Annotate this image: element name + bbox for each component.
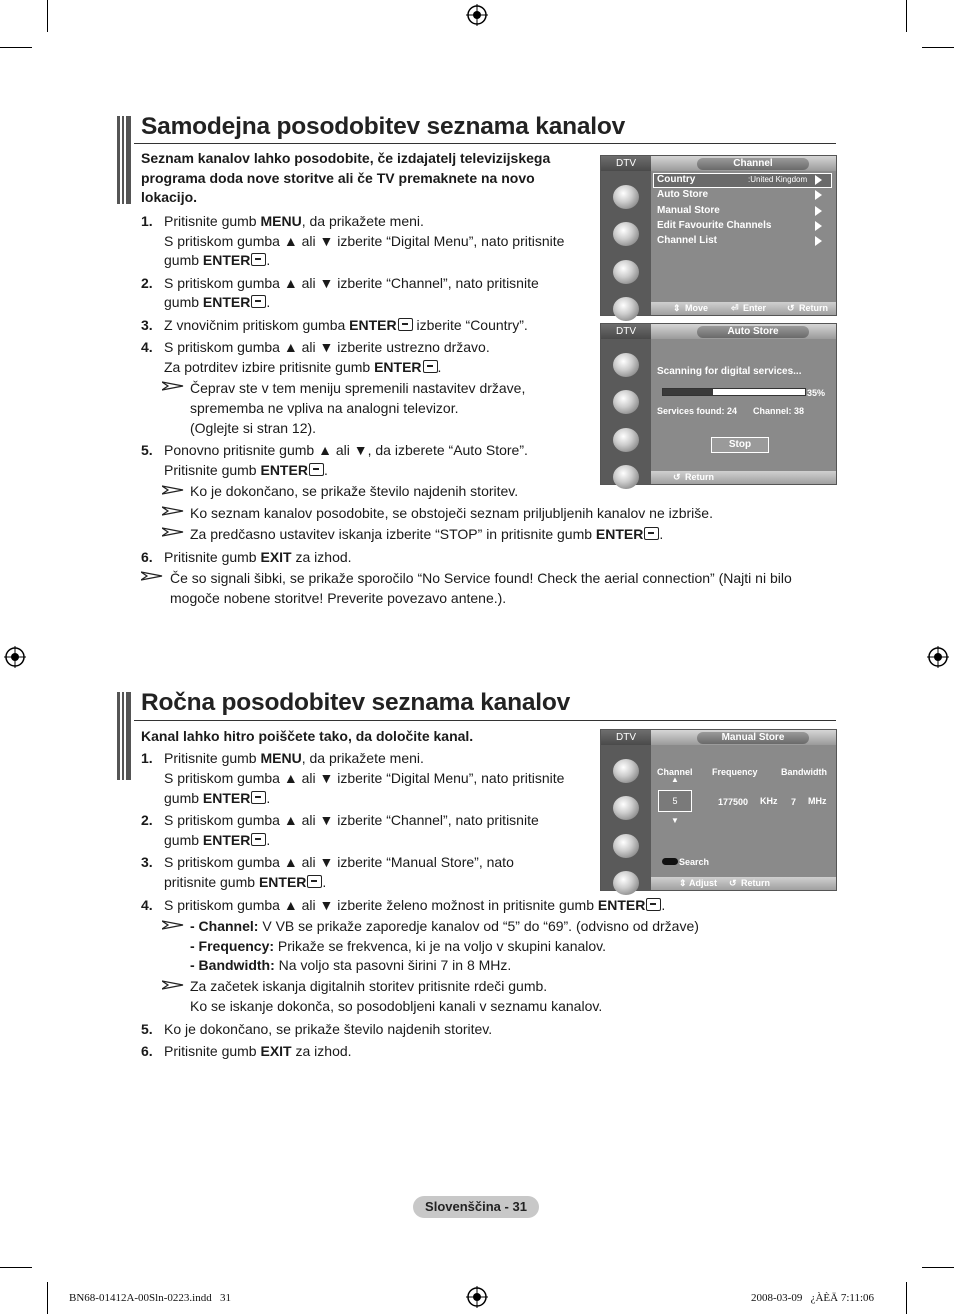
note-text: Ko je dokončano, se prikaže število najdenih storitev.: [190, 483, 519, 499]
column-frequency: Frequency: [712, 767, 758, 777]
frequency-value: 177500: [718, 797, 749, 807]
osd-footer: ↺ Return: [651, 471, 836, 484]
enter-icon: [644, 527, 659, 540]
mhz-unit: MHz: [808, 796, 827, 806]
step-number: 5.: [141, 442, 153, 458]
intro-text: Seznam kanalov lahko posodobite, če izdajatelj televizijskega programa doda nove storitve ali če TV premaknete na novo lokacijo.: [141, 150, 551, 205]
note-text: (Oglejte si stran 12).: [190, 420, 317, 436]
step-text: Pritisnite gumb MENU, da prikažete meni.: [164, 213, 424, 229]
step-text: gumb ENTER .: [164, 294, 271, 310]
note-arrow-icon: [162, 485, 184, 495]
enter-icon: [423, 360, 438, 373]
column-channel: Channel: [657, 767, 693, 777]
sound-icon: [613, 390, 639, 414]
input-icon: [613, 297, 639, 321]
step-text: pritisnite gumb ENTER .: [164, 874, 327, 890]
crop-mark: [922, 47, 954, 48]
crop-mark: [47, 0, 48, 32]
step-number: 1.: [141, 750, 153, 766]
scanning-text: Scanning for digital services...: [657, 366, 802, 377]
crop-mark: [906, 0, 907, 32]
return-icon: ↺: [787, 303, 795, 313]
picture-icon: [613, 353, 639, 377]
note-text: Za predčasno ustavitev iskanja izberite “STOP” in pritisnite gumb ENTER .: [190, 526, 664, 542]
search-label[interactable]: Search: [679, 857, 710, 867]
down-arrow-icon[interactable]: ▼: [671, 816, 679, 825]
osd-dtv-tag: DTV: [601, 324, 651, 339]
step-text: S pritiskom gumba ▲ ali ▼ izberite “Manual Store”, nato: [164, 854, 514, 870]
osd-header: Manual Store: [697, 732, 809, 744]
submenu-arrow-icon: [815, 175, 822, 185]
enter-icon: [251, 295, 266, 308]
step-text: Z vnovičnim pritiskom gumba ENTER izberite “Country”.: [164, 317, 528, 333]
step-number: 6.: [141, 1043, 153, 1059]
progress-label: 35%: [807, 388, 826, 398]
step-text: S pritiskom gumba ▲ ali ▼ izberite “Channel”, nato pritisnite: [164, 275, 539, 291]
section-title: Samodejna posodobitev seznama kanalov: [141, 113, 626, 140]
step-text: Za potrditev izbire pritisnite gumb ENTER .: [164, 359, 442, 375]
return-icon: ↺: [729, 878, 737, 888]
note-text: - Channel: V VB se prikaže zaporedje kanalov od “5” do “69”. (odvisno od države): [190, 918, 699, 934]
step-number: 1.: [141, 213, 153, 229]
file-slug: BN68-01412A-00Sln-0223.indd 31: [69, 1292, 231, 1304]
note-text: sprememba ne vpliva na analogni televizor.: [190, 400, 459, 416]
services-found: Services found: 24: [657, 406, 738, 416]
channel-count: Channel: 38: [753, 406, 805, 416]
input-icon: [613, 871, 639, 895]
submenu-arrow-icon: [815, 221, 822, 231]
red-button-icon: [662, 858, 678, 865]
note-arrow-icon: [162, 527, 184, 537]
note-text: Za začetek iskanja digitalnih storitev pritisnite rdeči gumb.: [190, 978, 548, 994]
osd-sidebar: [601, 745, 651, 890]
menu-item-auto-store[interactable]: Auto Store: [657, 189, 709, 200]
sound-icon: [613, 796, 639, 820]
enter-icon: [307, 875, 322, 888]
crop-mark: [922, 1267, 954, 1268]
osd-footer: ⇕ Adjust ↺ Return: [651, 877, 836, 890]
progress-fill: [663, 389, 713, 395]
crop-mark: [47, 1282, 48, 1314]
enter-icon: [309, 463, 324, 476]
enter-icon: [646, 898, 661, 911]
return-icon: ↺: [673, 472, 681, 482]
enter-icon: [398, 318, 413, 331]
page-number-badge: Slovenščina - 31: [413, 1196, 539, 1218]
osd-header: Channel: [697, 158, 809, 170]
section-bar: [117, 692, 131, 780]
registration-mark-icon: [927, 646, 949, 668]
registration-mark-icon: [466, 1286, 488, 1308]
note-text: mogoče nobene storitve! Preverite povezavo antene.).: [170, 590, 507, 606]
osd-manual-store: [600, 729, 837, 891]
step-number: 4.: [141, 897, 153, 913]
step-text: S pritiskom gumba ▲ ali ▼ izberite “Channel”, nato pritisnite: [164, 812, 539, 828]
section-bar: [117, 116, 131, 204]
setup-icon: [613, 260, 639, 284]
osd-auto-store: [600, 323, 837, 485]
setup-icon: [613, 834, 639, 858]
step-text: Pritisnite gumb ENTER .: [164, 462, 328, 478]
crop-mark: [0, 47, 32, 48]
osd-sidebar: [601, 171, 651, 315]
step-text: gumb ENTER .: [164, 832, 271, 848]
step-number: 3.: [141, 854, 153, 870]
osd-dtv-tag: DTV: [601, 156, 651, 171]
stop-button[interactable]: Stop: [711, 437, 769, 453]
submenu-arrow-icon: [815, 190, 822, 200]
adjust-icon: ⇕: [679, 878, 687, 888]
osd-dtv-tag: DTV: [601, 730, 651, 745]
note-arrow-icon: [162, 381, 184, 391]
khz-unit: KHz: [760, 796, 778, 806]
menu-item-country[interactable]: Country: [657, 174, 696, 185]
step-text: Pritisnite gumb EXIT za izhod.: [164, 1043, 352, 1059]
section-rule: [134, 720, 836, 721]
registration-mark-icon: [466, 4, 488, 26]
step-number: 5.: [141, 1021, 153, 1037]
bandwidth-value: 7: [791, 797, 797, 807]
step-number: 4.: [141, 339, 153, 355]
menu-item-channel-list[interactable]: Channel List: [657, 235, 718, 246]
osd-channel-menu: [600, 155, 837, 316]
enter-icon: [251, 253, 266, 266]
step-text: S pritiskom gumba ▲ ali ▼ izberite “Digital Menu”, nato pritisnite: [164, 233, 565, 249]
note-text: - Frequency: Prikaže se frekvenca, ki je na voljo v skupini kanalov.: [190, 938, 607, 954]
channel-input[interactable]: 5: [658, 790, 692, 812]
step-number: 6.: [141, 549, 153, 565]
enter-icon: [251, 791, 266, 804]
note-text: Ko se iskanje dokonča, so posodobljeni kanali v seznamu kanalov.: [190, 998, 603, 1014]
setup-icon: [613, 428, 639, 452]
osd-header: Auto Store: [697, 326, 809, 338]
step-number: 3.: [141, 317, 153, 333]
enter-icon: ⏎: [731, 303, 739, 313]
step-text: gumb ENTER .: [164, 252, 271, 268]
note-arrow-icon: [141, 571, 163, 581]
progress-bar: [662, 388, 806, 396]
step-text: Ponovno pritisnite gumb ▲ ali ▼, da izberete “Auto Store”.: [164, 442, 528, 458]
step-text: gumb ENTER .: [164, 790, 271, 806]
section-rule: [134, 143, 836, 144]
step-number: 2.: [141, 812, 153, 828]
step-text: Pritisnite gumb MENU, da prikažete meni.: [164, 750, 424, 766]
note-text: - Bandwidth: Na voljo sta pasovni širini 7 in 8 MHz.: [190, 957, 512, 973]
picture-icon: [613, 185, 639, 209]
up-arrow-icon[interactable]: ▲: [671, 775, 679, 784]
move-icon: ⇕: [673, 303, 681, 313]
crop-mark: [906, 1282, 907, 1314]
input-icon: [613, 465, 639, 489]
section-title: Ročna posodobitev seznama kanalov: [141, 689, 571, 716]
crop-mark: [0, 1267, 32, 1268]
osd-footer: ⇕ Move ⏎ Enter ↺ Return: [651, 302, 836, 315]
note-text: Čeprav ste v tem meniju spremenili nastavitev države,: [190, 380, 526, 396]
sound-icon: [613, 222, 639, 246]
step-text: Pritisnite gumb EXIT za izhod.: [164, 549, 352, 565]
intro-text: Kanal lahko hitro poiščete tako, da določite kanal.: [141, 728, 474, 744]
date-slug: 2008-03-09 ¿ÀÈÄ 7:11:06: [751, 1292, 875, 1304]
picture-icon: [613, 759, 639, 783]
registration-mark-icon: [4, 646, 26, 668]
step-text: S pritiskom gumba ▲ ali ▼ izberite ustrezno državo.: [164, 339, 490, 355]
note-text: Če so signali šibki, se prikaže sporočilo “No Service found! Check the aerial connection” (Najti ni bilo: [170, 570, 792, 586]
note-arrow-icon: [162, 980, 184, 990]
submenu-arrow-icon: [815, 206, 822, 216]
submenu-arrow-icon: [815, 236, 822, 246]
step-text: S pritiskom gumba ▲ ali ▼ izberite želeno možnost in pritisnite gumb ENTER .: [164, 897, 666, 913]
step-number: 2.: [141, 275, 153, 291]
menu-item-manual-store[interactable]: Manual Store: [657, 205, 720, 216]
country-value: :United Kingdom: [748, 175, 808, 184]
note-text: Ko seznam kanalov posodobite, se obstoječi seznam priljubljenih kanalov ne izbriše.: [190, 505, 713, 521]
step-text: S pritiskom gumba ▲ ali ▼ izberite “Digital Menu”, nato pritisnite: [164, 770, 565, 786]
enter-icon: [251, 833, 266, 846]
menu-item-edit-favourites[interactable]: Edit Favourite Channels: [657, 220, 772, 231]
column-bandwidth: Bandwidth: [781, 767, 827, 777]
note-arrow-icon: [162, 506, 184, 516]
osd-sidebar: [601, 339, 651, 484]
note-arrow-icon: [162, 920, 184, 930]
step-text: Ko je dokončano, se prikaže število najdenih storitev.: [164, 1021, 493, 1037]
